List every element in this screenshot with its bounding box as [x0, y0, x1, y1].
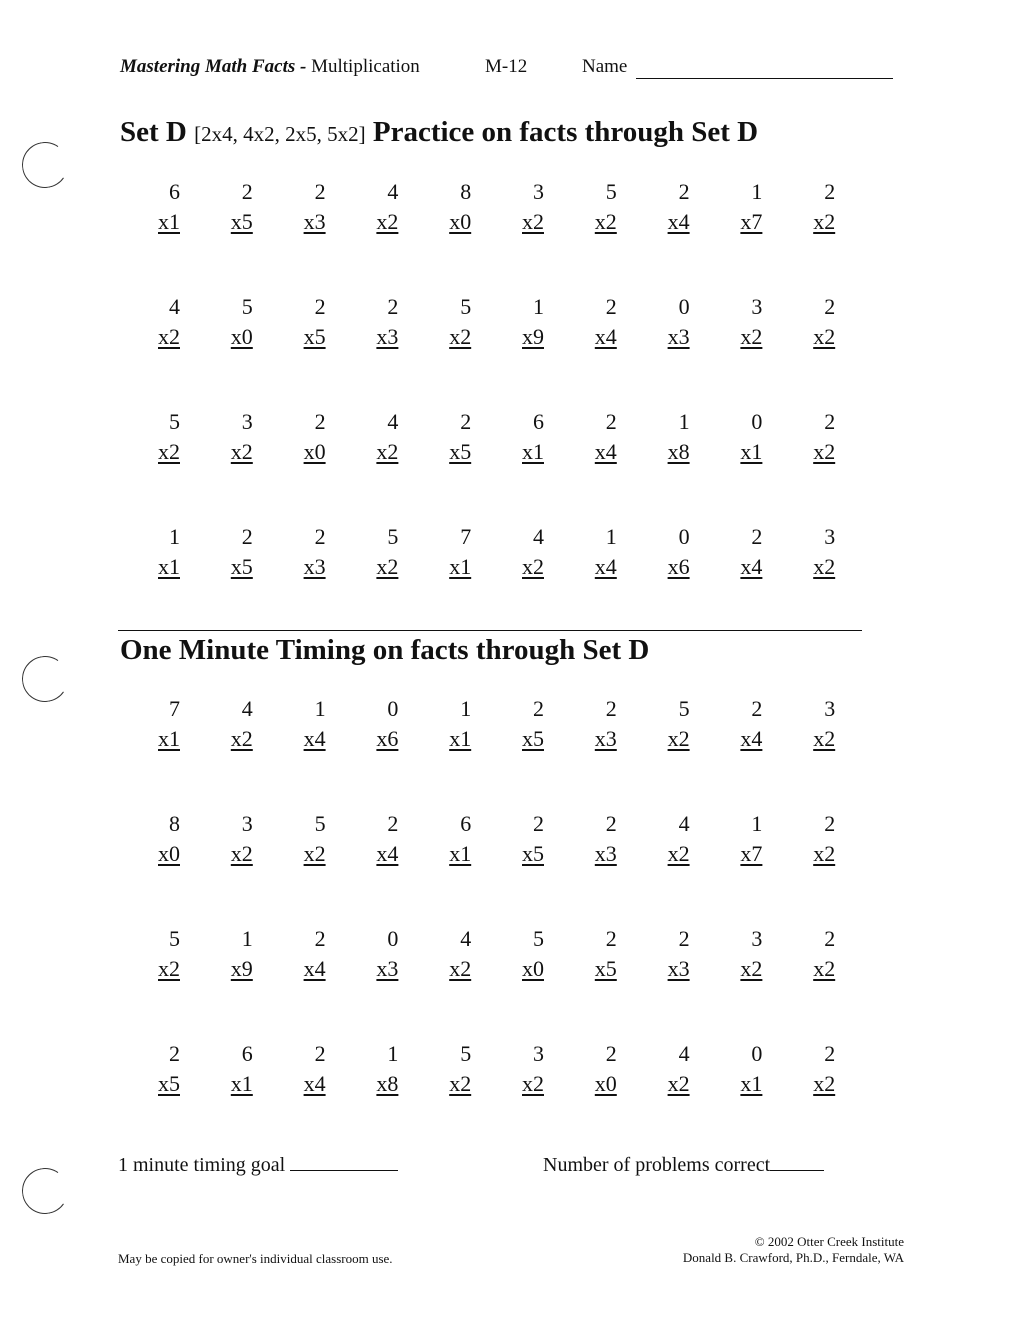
multiplicand: 0 [678, 294, 690, 319]
multiplicand: 2 [678, 179, 690, 204]
timing-problem [276, 809, 326, 869]
multiplicand: 2 [751, 696, 763, 721]
multiplier: x2 [740, 956, 763, 981]
practice-problem [203, 292, 253, 352]
multiplicand: 6 [533, 409, 544, 434]
multiplicand: 3 [533, 179, 544, 204]
practice-row [130, 292, 860, 352]
timing-problem [203, 694, 253, 754]
timing-problem [712, 809, 762, 869]
multiplier: x2 [376, 209, 399, 234]
multiplicand: 3 [241, 811, 253, 836]
practice-problem [567, 177, 617, 237]
multiplicand: 2 [387, 294, 399, 319]
practice-problem [712, 522, 762, 582]
multiplier: x2 [449, 324, 472, 349]
multiplier: x3 [303, 554, 326, 579]
multiplier: x1 [449, 554, 472, 579]
practice-problem [203, 522, 253, 582]
multiplicand: 0 [751, 1041, 763, 1066]
practice-problem [421, 407, 471, 467]
multiplicand: 6 [169, 179, 180, 204]
multiplicand: 0 [387, 926, 399, 951]
multiplicand: 4 [533, 524, 544, 549]
timing-problem [494, 694, 544, 754]
multiplicand: 2 [533, 696, 544, 721]
multiplier: x8 [376, 1071, 399, 1096]
multiplier: x2 [230, 439, 253, 464]
multiplier: x3 [667, 956, 690, 981]
correct-field [543, 1154, 824, 1177]
multiplicand: 2 [314, 926, 326, 951]
multiplier: x2 [158, 324, 180, 349]
multiplicand: 5 [460, 294, 472, 319]
timing-problem [348, 1039, 398, 1099]
timing-problem [494, 1039, 544, 1099]
multiplier: x3 [594, 726, 617, 751]
practice-problem [348, 407, 398, 467]
multiplier: x4 [376, 841, 399, 866]
multiplicand: 2 [387, 811, 399, 836]
practice-problem [494, 407, 544, 467]
multiplier: x2 [522, 554, 544, 579]
multiplicand: 8 [169, 811, 180, 836]
author-line: Donald B. Crawford, Ph.D., Ferndale, WA [682, 1250, 904, 1265]
practice-row [130, 407, 860, 467]
multiplier: x7 [740, 841, 763, 866]
multiplicand: 2 [169, 1041, 180, 1066]
multiplicand: 0 [751, 409, 763, 434]
multiplicand: 2 [605, 409, 617, 434]
practice-title-rest: Practice on facts through Set D [372, 116, 759, 148]
multiplier: x2 [813, 1071, 836, 1096]
multiplicand: 3 [751, 926, 763, 951]
multiplicand: 7 [169, 696, 180, 721]
timing-problem [421, 809, 471, 869]
series-title: Mastering Math Facts - [120, 56, 307, 77]
multiplicand: 2 [533, 811, 544, 836]
multiplicand: 8 [460, 179, 472, 204]
multiplicand: 1 [460, 696, 472, 721]
multiplicand: 4 [678, 1041, 690, 1066]
multiplier: x2 [667, 1071, 690, 1096]
multiplicand: 4 [387, 409, 399, 434]
timing-problem [494, 924, 544, 984]
multiplicand: 2 [824, 179, 836, 204]
timing-problem [567, 809, 617, 869]
multiplicand: 4 [678, 811, 690, 836]
multiplier: x1 [230, 1071, 253, 1096]
multiplicand: 6 [460, 811, 472, 836]
timing-problem [785, 924, 835, 984]
multiplicand: 2 [824, 811, 836, 836]
copy-note: May be copied for owner's individual classroom use. [118, 1251, 393, 1266]
multiplier: x2 [230, 726, 253, 751]
multiplier: x4 [594, 439, 617, 464]
practice-problem [640, 292, 690, 352]
multiplicand: 5 [387, 524, 399, 549]
name-label: Name [582, 56, 628, 77]
practice-problem [348, 522, 398, 582]
multiplicand: 2 [605, 1041, 617, 1066]
multiplier: x9 [522, 324, 544, 349]
timing-problem [712, 924, 762, 984]
copyright-block [683, 1234, 904, 1266]
practice-problem [421, 522, 471, 582]
multiplicand: 2 [460, 409, 472, 434]
multiplier: x3 [594, 841, 617, 866]
timing-problem [203, 924, 253, 984]
binder-hole-middle [18, 652, 71, 705]
multiplicand: 4 [241, 696, 253, 721]
timing-problem [276, 924, 326, 984]
copyright-line: © 2002 Otter Creek Institute [754, 1234, 904, 1249]
multiplicand: 1 [678, 409, 690, 434]
multiplier: x5 [230, 209, 253, 234]
practice-problem [130, 177, 180, 237]
multiplier: x2 [376, 439, 399, 464]
multiplier: x1 [158, 554, 180, 579]
practice-problem [712, 177, 762, 237]
correct-label: Number of problems correct [543, 1154, 771, 1176]
practice-problem [276, 177, 326, 237]
multiplier: x5 [522, 841, 544, 866]
multiplicand: 4 [460, 926, 472, 951]
multiplier: x1 [740, 439, 763, 464]
practice-problem [494, 177, 544, 237]
multiplier: x2 [522, 209, 544, 234]
multiplicand: 2 [605, 696, 617, 721]
multiplicand: 3 [533, 1041, 544, 1066]
practice-problem [421, 292, 471, 352]
timing-problem [130, 1039, 180, 1099]
multiplier: x3 [303, 209, 326, 234]
multiplier: x0 [230, 324, 253, 349]
multiplier: x1 [740, 1071, 763, 1096]
timing-title: One Minute Timing on facts through Set D [120, 634, 650, 666]
timing-problem [203, 1039, 253, 1099]
multiplier: x2 [230, 841, 253, 866]
multiplicand: 1 [751, 179, 763, 204]
multiplier: x1 [158, 726, 180, 751]
multiplier: x2 [667, 841, 690, 866]
goal-blank[interactable] [290, 1169, 398, 1171]
multiplier: x2 [158, 956, 180, 981]
timing-problem [276, 694, 326, 754]
multiplicand: 2 [824, 409, 836, 434]
multiplier: x5 [303, 324, 326, 349]
timing-problem [421, 1039, 471, 1099]
multiplier: x0 [594, 1071, 617, 1096]
timing-problem [567, 924, 617, 984]
timing-problem [348, 694, 398, 754]
multiplier: x2 [667, 726, 690, 751]
multiplicand: 6 [241, 1041, 253, 1066]
multiplier: x2 [158, 439, 180, 464]
multiplicand: 3 [751, 294, 763, 319]
practice-problem [130, 407, 180, 467]
practice-problem [130, 522, 180, 582]
multiplier: x4 [740, 554, 763, 579]
practice-problem [494, 522, 544, 582]
timing-problem [130, 694, 180, 754]
timing-row [130, 1039, 860, 1099]
practice-problem [567, 407, 617, 467]
multiplier: x5 [230, 554, 253, 579]
timing-problem [130, 809, 180, 869]
practice-problem [276, 522, 326, 582]
timing-problem [421, 694, 471, 754]
practice-problem [130, 292, 180, 352]
timing-problem [785, 809, 835, 869]
multiplier: x2 [813, 209, 836, 234]
goal-label: 1 minute timing goal [118, 1154, 286, 1176]
timing-problem [567, 1039, 617, 1099]
timing-row [130, 809, 860, 869]
multiplicand: 3 [824, 524, 836, 549]
practice-problem [640, 177, 690, 237]
multiplier: x2 [813, 956, 836, 981]
multiplier: x0 [522, 956, 544, 981]
multiplier: x2 [813, 554, 836, 579]
multiplier: x1 [158, 209, 180, 234]
multiplier: x5 [522, 726, 544, 751]
multiplier: x2 [376, 554, 399, 579]
multiplicand: 1 [751, 811, 763, 836]
multiplicand: 5 [678, 696, 690, 721]
multiplicand: 1 [387, 1041, 399, 1066]
timing-problem [494, 809, 544, 869]
practice-title [120, 116, 758, 149]
multiplicand: 2 [605, 294, 617, 319]
multiplier: x8 [667, 439, 690, 464]
multiplier: x1 [449, 841, 472, 866]
timing-problem [203, 809, 253, 869]
timing-problem [567, 694, 617, 754]
multiplier: x4 [594, 324, 617, 349]
section-divider [118, 630, 862, 631]
timing-problem [421, 924, 471, 984]
multiplier: x5 [594, 956, 617, 981]
practice-title-set: Set D [120, 116, 187, 148]
multiplicand: 1 [314, 696, 326, 721]
multiplicand: 5 [314, 811, 326, 836]
multiplicand: 2 [314, 179, 326, 204]
practice-problem [785, 522, 835, 582]
timing-problem [712, 1039, 762, 1099]
multiplicand: 4 [169, 294, 180, 319]
multiplier: x3 [667, 324, 690, 349]
multiplicand: 3 [241, 409, 253, 434]
multiplicand: 2 [605, 926, 617, 951]
multiplier: x2 [813, 439, 836, 464]
timing-problem [130, 924, 180, 984]
timing-problem [785, 694, 835, 754]
multiplicand: 1 [605, 524, 617, 549]
multiplier: x5 [158, 1071, 180, 1096]
multiplicand: 5 [533, 926, 544, 951]
multiplicand: 2 [314, 294, 326, 319]
timing-problem [640, 1039, 690, 1099]
multiplicand: 2 [678, 926, 690, 951]
multiplicand: 5 [169, 409, 180, 434]
practice-problem [348, 177, 398, 237]
multiplier: x2 [449, 1071, 472, 1096]
practice-problem [640, 522, 690, 582]
multiplier: x5 [449, 439, 472, 464]
multiplier: x0 [449, 209, 472, 234]
multiplier: x7 [740, 209, 763, 234]
timing-row [130, 694, 860, 754]
practice-problem [567, 522, 617, 582]
multiplicand: 3 [824, 696, 836, 721]
binder-hole-top [18, 138, 71, 191]
timing-problem [785, 1039, 835, 1099]
multiplier: x2 [303, 841, 326, 866]
practice-problem [421, 177, 471, 237]
multiplier: x2 [813, 324, 836, 349]
multiplier: x3 [376, 324, 399, 349]
multiplier: x1 [522, 439, 544, 464]
multiplicand: 2 [241, 179, 253, 204]
multiplier: x2 [740, 324, 763, 349]
multiplier: x6 [376, 726, 399, 751]
timing-problem [348, 809, 398, 869]
multiplier: x4 [303, 726, 326, 751]
multiplier: x2 [522, 1071, 544, 1096]
multiplicand: 1 [241, 926, 253, 951]
practice-problem [276, 407, 326, 467]
practice-problem [640, 407, 690, 467]
practice-row [130, 522, 860, 582]
multiplier: x0 [158, 841, 180, 866]
multiplier: x0 [303, 439, 326, 464]
multiplicand: 2 [314, 524, 326, 549]
multiplier: x2 [449, 956, 472, 981]
multiplicand: 7 [460, 524, 472, 549]
multiplicand: 1 [169, 524, 180, 549]
multiplicand: 2 [605, 811, 617, 836]
multiplier: x4 [303, 956, 326, 981]
practice-title-facts: [2x4, 4x2, 2x5, 5x2] [194, 122, 366, 146]
worksheet-header [120, 56, 420, 78]
practice-problem [785, 292, 835, 352]
multiplicand: 2 [824, 926, 836, 951]
multiplicand: 5 [605, 179, 617, 204]
practice-problem [276, 292, 326, 352]
multiplier: x2 [813, 841, 836, 866]
timing-problem [640, 809, 690, 869]
timing-problem [640, 924, 690, 984]
correct-blank[interactable] [770, 1169, 824, 1171]
multiplicand: 2 [314, 1041, 326, 1066]
multiplier: x4 [303, 1071, 326, 1096]
subject-label: Multiplication [311, 56, 420, 77]
multiplicand: 4 [387, 179, 399, 204]
multiplier: x9 [230, 956, 253, 981]
practice-problem [785, 407, 835, 467]
binder-hole-bottom [18, 1164, 71, 1217]
multiplier: x6 [667, 554, 690, 579]
practice-problem [785, 177, 835, 237]
multiplier: x1 [449, 726, 472, 751]
practice-row [130, 177, 860, 237]
worksheet-code: M-12 [485, 56, 528, 77]
multiplicand: 5 [460, 1041, 472, 1066]
multiplicand: 2 [314, 409, 326, 434]
practice-problem [348, 292, 398, 352]
multiplicand: 0 [387, 696, 399, 721]
practice-problem [203, 177, 253, 237]
multiplier: x3 [376, 956, 399, 981]
timing-problem [640, 694, 690, 754]
goal-field [118, 1154, 398, 1177]
multiplier: x4 [740, 726, 763, 751]
timing-problem [348, 924, 398, 984]
multiplicand: 5 [241, 294, 253, 319]
practice-problem [203, 407, 253, 467]
multiplier: x4 [594, 554, 617, 579]
practice-problem [494, 292, 544, 352]
multiplicand: 5 [169, 926, 180, 951]
name-field[interactable] [636, 78, 893, 79]
timing-row [130, 924, 860, 984]
multiplicand: 0 [678, 524, 690, 549]
timing-problem [712, 694, 762, 754]
multiplier: x2 [813, 726, 836, 751]
timing-problem [276, 1039, 326, 1099]
multiplicand: 2 [824, 294, 836, 319]
multiplier: x2 [594, 209, 617, 234]
practice-problem [712, 292, 762, 352]
multiplicand: 2 [751, 524, 763, 549]
multiplier: x4 [667, 209, 690, 234]
practice-problem [567, 292, 617, 352]
multiplicand: 1 [533, 294, 544, 319]
multiplicand: 2 [241, 524, 253, 549]
multiplicand: 2 [824, 1041, 836, 1066]
practice-problem [712, 407, 762, 467]
